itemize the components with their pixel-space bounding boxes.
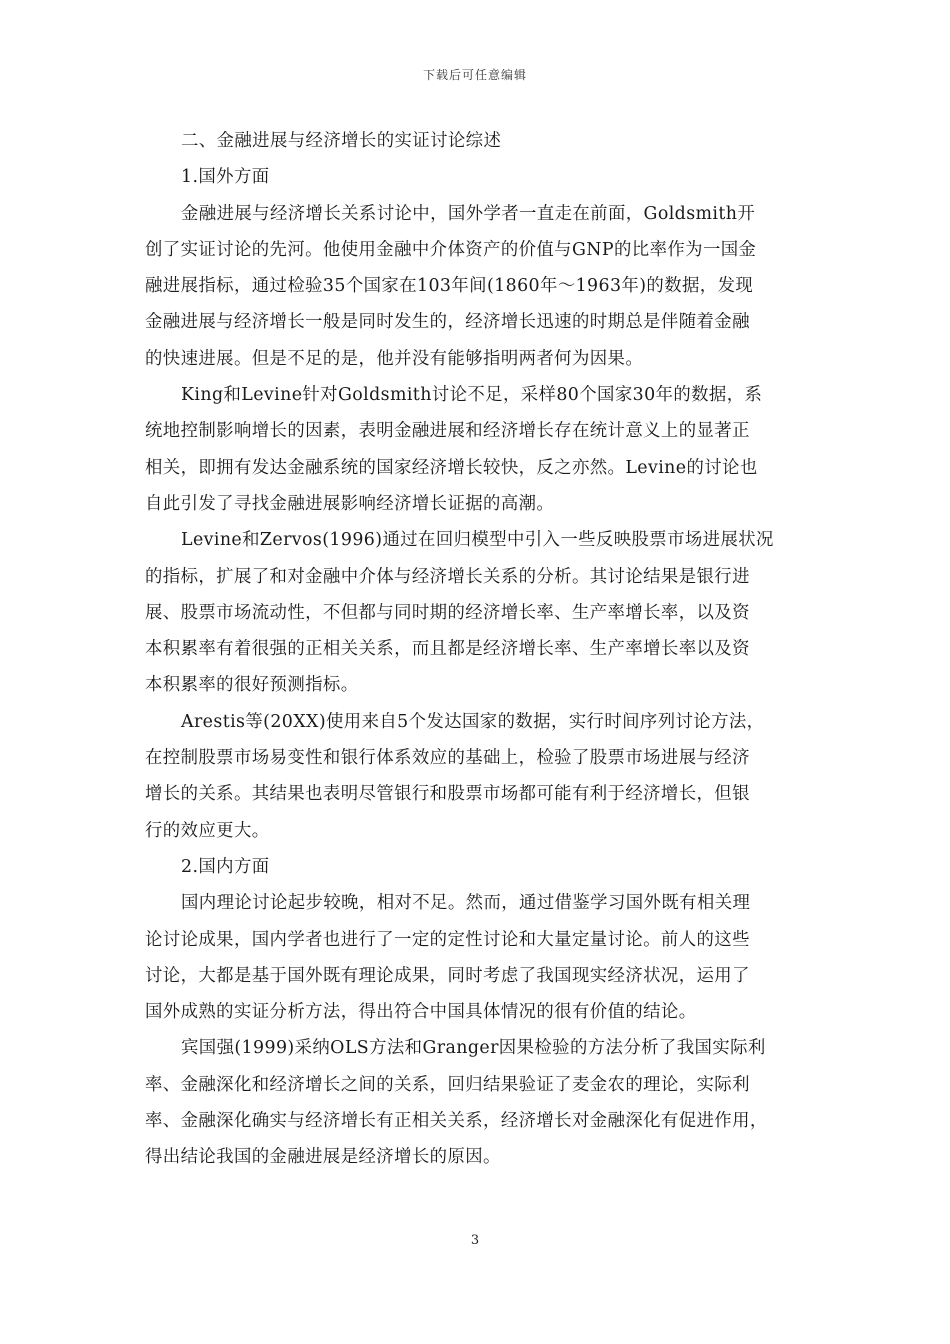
text-line: 金融进展与经济增长关系讨论中，国外学者一直走在前面，Goldsmith开	[181, 203, 756, 224]
text-line: 率、金融深化和经济增长之间的关系，回归结果验证了麦金农的理论，实际利	[145, 1074, 750, 1095]
text-line: 率、金融深化确实与经济增长有正相关关系，经济增长对金融深化有促进作用，	[145, 1111, 768, 1132]
text-line: 展、股票市场流动性，不但都与同时期的经济增长率、生产率增长率，以及资	[145, 602, 750, 623]
text-line: 2.国内方面	[181, 856, 270, 877]
page-number: 3	[470, 1233, 480, 1248]
text-line: 本积累率的很好预测指标。	[145, 675, 359, 696]
text-line: 行的效应更大。	[145, 820, 270, 841]
text-line: 自此引发了寻找金融进展影响经济增长证据的高潮。	[145, 493, 555, 514]
text-line: 本积累率有着很强的正相关关系，而且都是经济增长率、生产率增长率以及资	[145, 639, 750, 660]
text-line: 国外成熟的实证分析方法，得出符合中国具体情况的很有价值的结论。	[145, 1002, 697, 1023]
text-line: 统地控制影响增长的因素，表明金融进展和经济增长存在统计意义上的显著正	[145, 421, 750, 442]
text-line: 二、金融进展与经济增长的实证讨论综述	[181, 131, 502, 151]
text-line: 金融进展与经济增长一般是同时发生的，经济增长迅速的时期总是伴随着金融	[145, 312, 750, 333]
text-line: 宾国强(1999)采纳OLS方法和Granger因果检验的方法分析了我国实际利	[181, 1038, 766, 1059]
text-line: Arestis等(20XX)使用来自5个发达国家的数据，实行时间序列讨论方法，	[181, 711, 765, 732]
text-line: 1.国外方面	[181, 167, 270, 188]
page-header: 下载后可任意编辑	[422, 68, 527, 82]
text-line: 的指标，扩展了和对金融中介体与经济增长关系的分析。其讨论结果是银行进	[145, 566, 750, 587]
text-line: 在控制股票市场易变性和银行体系效应的基础上，检验了股票市场进展与经济	[145, 748, 750, 769]
text-line: 增长的关系。其结果也表明尽管银行和股票市场都可能有利于经济增长，但银	[145, 784, 750, 805]
text-line: 的快速进展。但是不足的是，他并没有能够指明两者何为因果。	[145, 348, 644, 369]
text-line: 得出结论我国的金融进展是经济增长的原因。	[145, 1147, 501, 1168]
document-body	[145, 123, 810, 1176]
text-line: 讨论，大都是基于国外既有理论成果，同时考虑了我国现实经济状况，运用了	[145, 965, 750, 986]
text-line: 论讨论成果，国内学者也进行了一定的定性讨论和大量定量讨论。前人的这些	[145, 929, 750, 950]
text-line: 创了实证讨论的先河。他使用金融中介体资产的价值与GNP的比率作为一国金	[145, 239, 757, 260]
text-line: Levine和Zervos(1996)通过在回归模型中引入一些反映股票市场进展状况	[181, 530, 774, 551]
text-line: King和Levine针对Goldsmith讨论不足，采样80个国家30年的数据，系	[181, 385, 763, 406]
text-line: 融进展指标，通过检验35个国家在103年间(1860年～1963年)的数据，发现	[145, 276, 754, 297]
text-line: 相关，即拥有发达金融系统的国家经济增长较快，反之亦然。Levine的讨论也	[145, 457, 758, 478]
text-line: 国内理论讨论起步较晚，相对不足。然而，通过借鉴学习国外既有相关理	[181, 893, 751, 914]
